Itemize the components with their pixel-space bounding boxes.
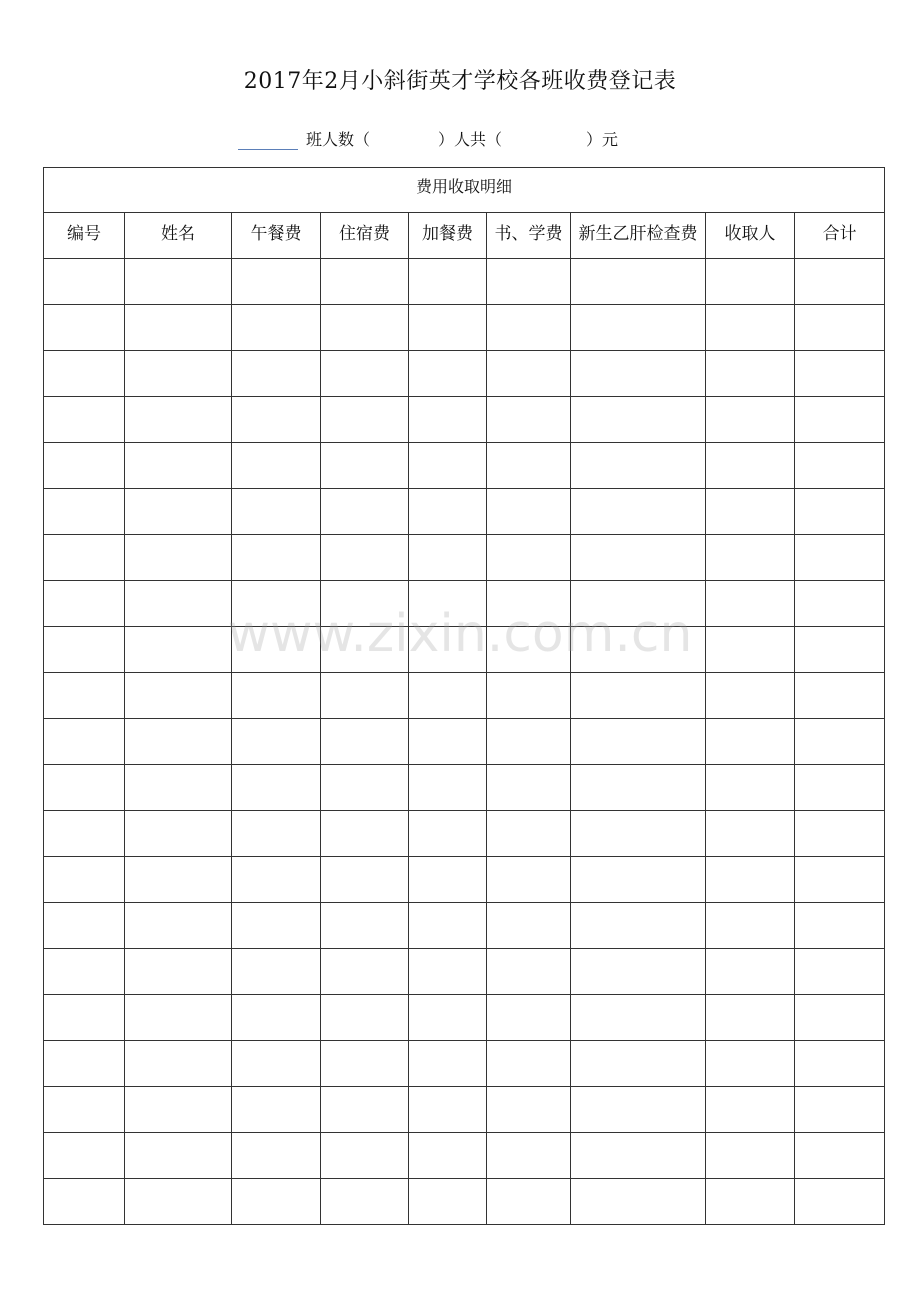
table-cell[interactable] [487,1087,571,1133]
table-cell[interactable] [44,1041,125,1087]
table-cell[interactable] [409,397,487,443]
table-cell[interactable] [571,1087,706,1133]
table-cell[interactable] [232,305,321,351]
table-cell[interactable] [321,811,409,857]
table-cell[interactable] [795,397,885,443]
table-cell[interactable] [232,259,321,305]
table-cell[interactable] [125,995,232,1041]
table-cell[interactable] [487,305,571,351]
column-header-row [44,213,885,259]
table-cell[interactable] [125,903,232,949]
table-cell[interactable] [232,1087,321,1133]
column-header: 姓名 [125,213,232,259]
table-cell[interactable] [321,673,409,719]
table-cell[interactable] [487,1179,571,1225]
table-row [44,1087,885,1133]
column-header: 加餐费 [409,213,487,259]
table-cell[interactable] [409,857,487,903]
table-cell[interactable] [571,995,706,1041]
table-cell[interactable] [487,995,571,1041]
table-cell[interactable] [571,581,706,627]
table-cell[interactable] [706,489,795,535]
table-cell[interactable] [706,627,795,673]
table-cell[interactable] [795,719,885,765]
table-cell[interactable] [44,581,125,627]
table-cell[interactable] [706,1179,795,1225]
table-cell[interactable] [571,351,706,397]
class-count-label: 班人数（ [306,130,371,149]
table-cell[interactable] [44,673,125,719]
table-cell[interactable] [795,305,885,351]
table-cell[interactable] [44,949,125,995]
table-cell[interactable] [321,995,409,1041]
table-cell[interactable] [44,1087,125,1133]
table-cell[interactable] [125,949,232,995]
table-cell[interactable] [44,1133,125,1179]
table-cell[interactable] [487,1133,571,1179]
table-cell[interactable] [571,627,706,673]
table-cell[interactable] [232,397,321,443]
table-cell[interactable] [795,351,885,397]
table-row [44,857,885,903]
table-cell[interactable] [409,1133,487,1179]
table-row [44,397,885,443]
table-cell[interactable] [409,1179,487,1225]
table-cell[interactable] [487,719,571,765]
table-cell[interactable] [232,1133,321,1179]
table-cell[interactable] [795,765,885,811]
table-cell[interactable] [232,765,321,811]
table-cell[interactable] [409,535,487,581]
table-cell[interactable] [571,489,706,535]
table-cell[interactable] [321,1179,409,1225]
table-cell[interactable] [321,765,409,811]
table-cell[interactable] [487,489,571,535]
table-cell[interactable] [409,811,487,857]
table-cell[interactable] [44,903,125,949]
table-cell[interactable] [321,351,409,397]
table-cell[interactable] [795,903,885,949]
table-cell[interactable] [321,443,409,489]
class-info-line [0,124,920,154]
table-cell[interactable] [795,811,885,857]
table-cell[interactable] [487,949,571,995]
currency-label: ）元 [586,130,619,149]
table-cell[interactable] [125,1041,232,1087]
table-cell[interactable] [44,719,125,765]
table-cell[interactable] [321,535,409,581]
table-cell[interactable] [409,305,487,351]
table-cell[interactable] [232,719,321,765]
table-cell[interactable] [125,581,232,627]
table-cell[interactable] [232,949,321,995]
table-cell[interactable] [321,1133,409,1179]
table-cell[interactable] [487,443,571,489]
table-cell[interactable] [795,1041,885,1087]
table-cell[interactable] [232,489,321,535]
table-cell[interactable] [706,995,795,1041]
table-cell[interactable] [125,259,232,305]
table-cell[interactable] [409,581,487,627]
section-header: 费用收取明细 [44,168,885,213]
table-row [44,489,885,535]
table-cell[interactable] [232,811,321,857]
table-cell[interactable] [795,627,885,673]
table-cell[interactable] [409,627,487,673]
table-cell[interactable] [487,811,571,857]
table-cell[interactable] [321,1041,409,1087]
table-cell[interactable] [706,535,795,581]
table-cell[interactable] [125,1133,232,1179]
table-cell[interactable] [571,1041,706,1087]
table-cell[interactable] [571,903,706,949]
table-cell[interactable] [125,305,232,351]
table-cell[interactable] [487,535,571,581]
table-cell[interactable] [571,857,706,903]
table-cell[interactable] [232,535,321,581]
table-cell[interactable] [706,443,795,489]
table-cell[interactable] [571,765,706,811]
table-row [44,811,885,857]
table-cell[interactable] [321,581,409,627]
table-cell[interactable] [487,397,571,443]
table-cell[interactable] [409,673,487,719]
table-cell[interactable] [795,1133,885,1179]
table-cell[interactable] [795,949,885,995]
table-cell[interactable] [125,351,232,397]
table-cell[interactable] [125,535,232,581]
table-cell[interactable] [321,305,409,351]
table-cell[interactable] [321,903,409,949]
class-name-blank[interactable] [238,127,298,150]
table-cell[interactable] [44,765,125,811]
table-cell[interactable] [487,903,571,949]
table-cell[interactable] [321,489,409,535]
table-cell[interactable] [44,259,125,305]
table-cell[interactable] [232,857,321,903]
table-cell[interactable] [232,903,321,949]
table-row [44,581,885,627]
table-cell[interactable] [125,1179,232,1225]
table-cell[interactable] [487,627,571,673]
table-row [44,1133,885,1179]
table-cell[interactable] [44,305,125,351]
table-cell[interactable] [125,397,232,443]
table-row [44,351,885,397]
table-cell[interactable] [706,259,795,305]
table-cell[interactable] [44,443,125,489]
table-cell[interactable] [232,627,321,673]
table-cell[interactable] [487,673,571,719]
table-cell[interactable] [125,857,232,903]
table-cell[interactable] [795,259,885,305]
column-header: 书、学费 [487,213,571,259]
table-cell[interactable] [44,811,125,857]
column-header: 编号 [44,213,125,259]
table-cell[interactable] [795,581,885,627]
table-cell[interactable] [409,489,487,535]
table-cell[interactable] [706,765,795,811]
table-cell[interactable] [795,995,885,1041]
table-cell[interactable] [706,903,795,949]
table-cell[interactable] [409,995,487,1041]
table-cell[interactable] [571,811,706,857]
table-cell[interactable] [571,1133,706,1179]
table-cell[interactable] [44,995,125,1041]
table-cell[interactable] [125,811,232,857]
table-cell[interactable] [409,1041,487,1087]
table-cell[interactable] [232,351,321,397]
table-row [44,259,885,305]
table-cell[interactable] [706,1087,795,1133]
table-cell[interactable] [232,995,321,1041]
table-cell[interactable] [571,1179,706,1225]
table-cell[interactable] [44,489,125,535]
fee-register-table [43,167,885,1225]
people-total-label: ）人共（ [438,130,503,149]
column-header: 午餐费 [232,213,321,259]
table-cell[interactable] [487,765,571,811]
table-cell[interactable] [706,305,795,351]
table-row [44,719,885,765]
table-cell[interactable] [44,397,125,443]
table-cell[interactable] [795,1179,885,1225]
table-cell[interactable] [571,535,706,581]
table-cell[interactable] [706,581,795,627]
table-cell[interactable] [125,443,232,489]
table-cell[interactable] [571,443,706,489]
table-cell[interactable] [706,949,795,995]
table-cell[interactable] [232,673,321,719]
table-cell[interactable] [706,673,795,719]
table-cell[interactable] [706,1133,795,1179]
table-cell[interactable] [571,397,706,443]
table-cell[interactable] [125,719,232,765]
table-cell[interactable] [487,581,571,627]
table-cell[interactable] [706,719,795,765]
table-cell[interactable] [321,259,409,305]
table-cell[interactable] [125,765,232,811]
table-cell[interactable] [409,949,487,995]
column-header: 合计 [795,213,885,259]
table-cell[interactable] [571,305,706,351]
table-cell[interactable] [44,351,125,397]
table-cell[interactable] [321,627,409,673]
table-cell[interactable] [571,719,706,765]
table-row [44,1179,885,1225]
table-cell[interactable] [706,857,795,903]
table-cell[interactable] [125,627,232,673]
table-cell[interactable] [125,1087,232,1133]
table-cell[interactable] [571,673,706,719]
table-cell[interactable] [321,397,409,443]
table-cell[interactable] [321,719,409,765]
table-cell[interactable] [321,857,409,903]
table-cell[interactable] [232,443,321,489]
table-cell[interactable] [795,489,885,535]
table-cell[interactable] [795,535,885,581]
table-cell[interactable] [795,857,885,903]
table-cell[interactable] [232,1041,321,1087]
column-header: 收取人 [706,213,795,259]
table-cell[interactable] [44,1179,125,1225]
table-row [44,949,885,995]
column-header: 新生乙肝检查费 [571,213,706,259]
table-cell[interactable] [409,443,487,489]
table-cell[interactable] [571,949,706,995]
table-row [44,1041,885,1087]
table-cell[interactable] [125,673,232,719]
table-row [44,535,885,581]
table-cell[interactable] [706,1041,795,1087]
column-header: 住宿费 [321,213,409,259]
table-cell[interactable] [44,535,125,581]
page-title: 2017年2月小斜街英才学校各班收费登记表 [243,69,677,94]
table-cell[interactable] [487,857,571,903]
section-header-row [44,168,885,213]
table-cell[interactable] [487,1041,571,1087]
table-cell[interactable] [795,673,885,719]
table-cell[interactable] [44,857,125,903]
table-cell[interactable] [487,259,571,305]
table-cell[interactable] [409,351,487,397]
table-cell[interactable] [706,811,795,857]
table-cell[interactable] [409,259,487,305]
table-row [44,673,885,719]
table-cell[interactable] [44,627,125,673]
table-row [44,627,885,673]
table-cell[interactable] [706,397,795,443]
table-cell[interactable] [409,719,487,765]
table-cell[interactable] [409,903,487,949]
table-cell[interactable] [321,1087,409,1133]
table-cell[interactable] [487,351,571,397]
table-cell[interactable] [795,443,885,489]
table-cell[interactable] [795,1087,885,1133]
table-cell[interactable] [125,489,232,535]
watermark: www.zixin.com.cn [227,604,693,664]
table-cell[interactable] [232,1179,321,1225]
table-row [44,995,885,1041]
table-cell[interactable] [409,1087,487,1133]
table-row [44,443,885,489]
table-cell[interactable] [409,765,487,811]
table-cell[interactable] [571,259,706,305]
table-cell[interactable] [321,949,409,995]
table-row [44,765,885,811]
table-cell[interactable] [232,581,321,627]
table-cell[interactable] [706,351,795,397]
table-row [44,305,885,351]
table-row [44,903,885,949]
